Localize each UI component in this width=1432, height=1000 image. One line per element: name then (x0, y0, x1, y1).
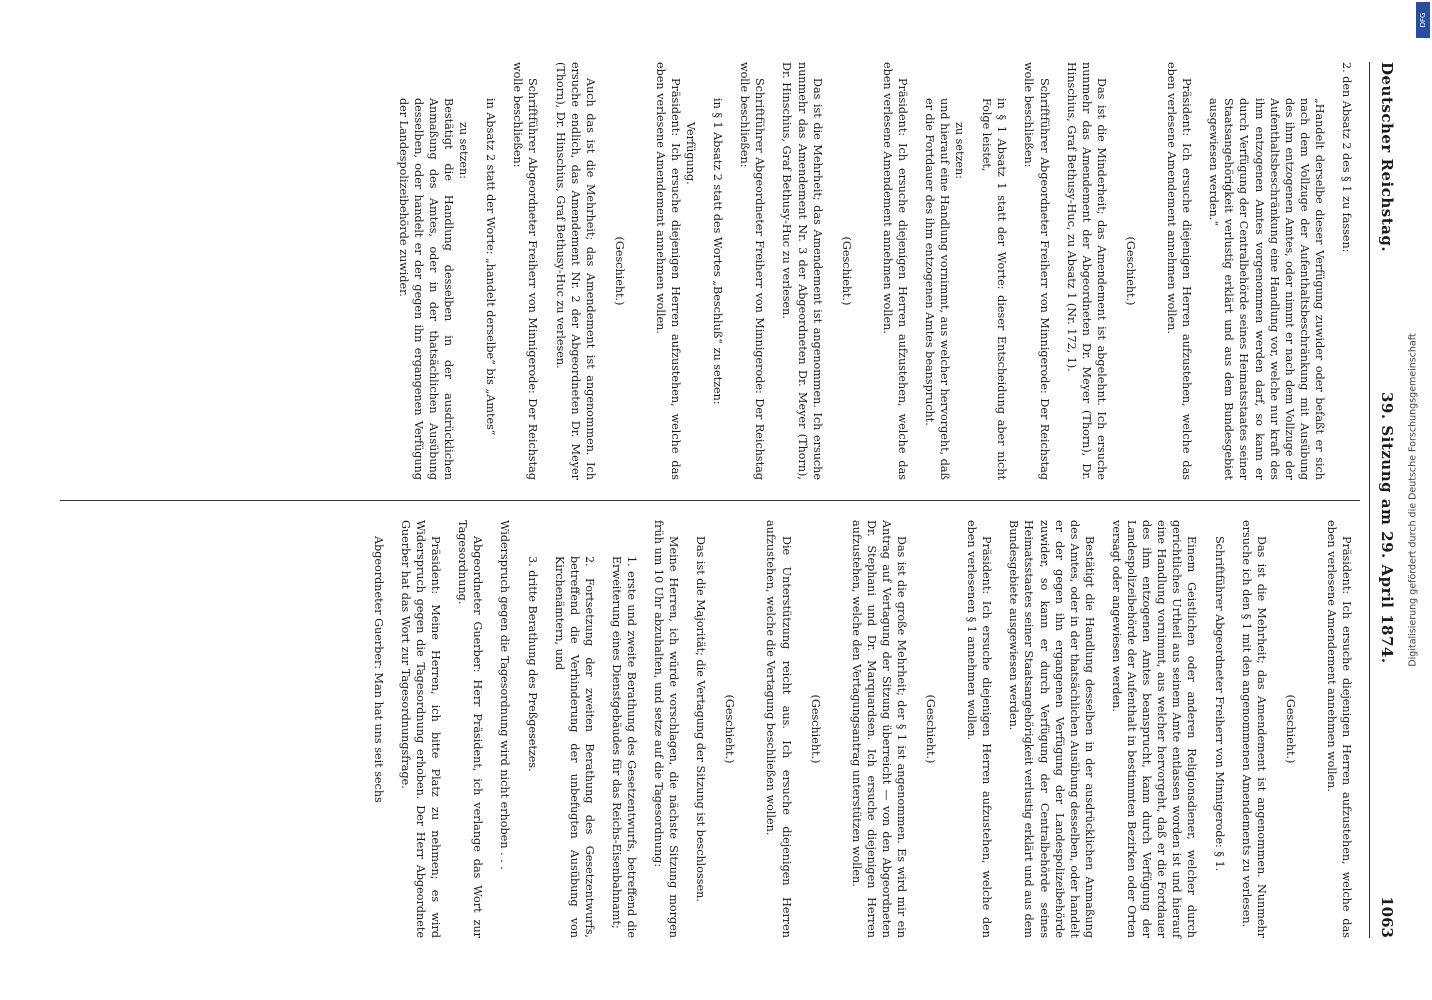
paragraph: und hierauf eine Handlung vornimmt, aus welcher hervorgeht, daß er die Fortdauer des ihm entzogenen Amtes beansprucht. (923, 98, 952, 480)
paragraph: Präsident: Ich ersuche diejenigen Herren aufzustehen, welche das eben verlesene Amendement annehmen wollen. (1324, 520, 1353, 938)
paragraph: Das ist die Mehrheit; das Amendement ist angenommen. Nunmehr ersuche ich den § 1 mit den angenommenen Amendements zu verlesen. (1239, 520, 1268, 938)
paragraph: (Geschieht.) (1123, 236, 1137, 306)
paragraph: (Geschieht.) (723, 694, 737, 764)
paragraph: Das ist die große Mehrheit; der § 1 ist angenommen. Es wird mir ein Antrag auf Vertagung der Sitzung überreicht — von den Abgeordneten Dr. Stephani und Dr. Marquardsen. Ich ersuche diejenigen Herren aufzustehen, welche den Vertagungsantrag unterstützen wollen. (849, 520, 909, 938)
dfg-logo-text: DFG (1419, 12, 1427, 28)
paragraph: Das ist die Majorität; die Vertagung der Sitzung ist beschlossen. (694, 536, 708, 902)
paragraph: „Handelt derselbe dieser Verfügung zuwider oder befaßt er sich nach dem Vollzuge der Aufenthaltsbeschränkung mit Ausübung des ihm entzogenen Amtes, oder nimmt er nach dem Vollzuge der Aufenthaltsbeschränkung eine Handlung vor, welche nur kraft des ihm entzogenen Amtes vorgenommen werden darf, so kann er durch Verfügung der Centralbehörde seines Heimatsstaates seiner Staatsangehörigkeit verlustig erklärt und aus dem Bundesgebiet ausgewiesen werden.“ (1207, 98, 1326, 480)
digitization-credit (1398, 0, 1428, 1000)
paragraph: 3. dritte Berathung des Preßgesetzes. (525, 556, 539, 772)
paragraph: (Geschieht.) (924, 694, 938, 764)
paragraph: 1. erste und zweite Berathung des Gesetzentwurfs, betreffend die Erweiterung eines Dienstgebäudes für das Reichs-Eisenbahnamt; (609, 556, 638, 938)
paragraph: Widerspruch gegen die Tagesordnung wird nicht erhoben . . . (498, 520, 512, 870)
paragraph: zu setzen: (953, 122, 967, 180)
paragraph: Präsident: Ich ersuche diejenigen Herren aufzustehen, welche das eben verlesene Amendement annehmen wollen. (653, 62, 682, 480)
paragraph: Schriftführer Abgeordneter Freiherr von Minnigerode: Der Reichstag wolle beschließen: (1022, 62, 1051, 480)
dfg-logo (1416, 2, 1430, 38)
paragraph: Das ist die Mehrheit; das Amendement ist angenommen. Ich ersuche nunmehr das Amendement Nr. 3 der Abgeordneten Dr. Meyer (Thorn), Dr. Hinschius, Graf Bethusy-Huc zu verlesen. (780, 62, 824, 480)
paragraph: (Geschieht.) (1283, 694, 1297, 764)
paragraph: Auch das ist die Mehrheit; das Amendement ist angenommen. Ich ersuche endlich, das Amendement Nr. 2 der Abgeordneten Dr. Meyer (Thorn), Dr. Hinschius, Graf Bethusy-Huc zu verlesen. (553, 62, 597, 480)
paragraph: Abgeordneter Guerber: Man hat uns seit sechs (371, 536, 385, 803)
paragraph: Bestätigt die Handlung desselben in der ausdrücklichen Anmaßung des Amtes, oder in der thatsächlichen Ausübung desselben, oder handelt er der gegen ihn ergangenen Verfügung der Landespolizeibehörde zuwider. (396, 98, 456, 480)
paragraph: Das ist die Minderheit; das Amendement ist abgelehnt. Ich ersuche nunmehr das Amendement der Abgeordneten Dr. Meyer (Thorn), Dr. Hinschius, Graf Bethusy-Huc, zu Absatz 1 (Nr. 172, 1). (1064, 62, 1108, 480)
paragraph: Meine Herren, ich würde vorschlagen, die nächste Sitzung morgen früh um 10 Uhr abzuhalten, und setze auf die Tagesordnung: (652, 520, 681, 938)
paragraph: Bestätigt die Handlung desselben in der ausdrücklichen Anmaßung des Amtes, oder in der thatsächlichen Ausübung desselben, oder handelt er der gegen ihn ergangenen Verfügung der Landespolizeibehörde zuwider, so kann er durch Verfügung der Centralbehörde seines Heimatsstaates seiner Staatsangehörigkeit verlustig erklärt und aus dem Bundesgebiete ausgewiesen werden. (1007, 520, 1096, 938)
paragraph: 2. den Absatz 2 des § 1 zu fassen: (1340, 62, 1353, 253)
paragraph: Einem Geistlichen oder anderen Religionsdiener, welcher durch gerichtliches Urtheil aus seinem Amte entlassen worden ist und hierauf eine Handlung vornimmt, aus welcher hervorgeht, daß er die Fortdauer des ihm entzogenen Amtes beansprucht, kann durch Verfügung der Landespolizeibehörde der Aufenthalt in bestimmten Bezirken oder Orten versagt oder angewiesen werden. (1109, 520, 1199, 938)
paragraph: (Geschieht.) (839, 236, 853, 306)
paragraph: Schriftführer Abgeordneter Freiherr von Minnigerode: § 1. (1212, 536, 1226, 872)
paragraph: Die Unterstützung reicht aus. Ich ersuche diejenigen Herren aufzustehen, welche die Vertagung beschließen wollen. (764, 520, 793, 938)
paragraph: in § 1 Absatz 2 statt des Wortes „Beschluß“ zu setzen: (711, 98, 725, 405)
paragraph: (Geschieht.) (808, 694, 822, 764)
header-session: 39. Sitzung am 29. April 1874. (1378, 392, 1396, 664)
paragraph: 2. Fortsetzung der zweiten Berathung des Gesetzentwurfs, betreffend die Verhinderung der unbefugten Ausübung von Kirchenämtern, und (552, 556, 596, 938)
credit-text: Digitalisierung gefördert durch die Deutsche Forschungsgemeinschaft (1407, 333, 1419, 667)
paragraph: Präsident: Ich ersuche diejenigen Herren aufzustehen, welche das eben verlesene Amendement annehmen wollen. (880, 62, 909, 480)
column-divider (60, 500, 1360, 501)
paragraph: Schriftführer Abgeordneter Freiherr von Minnigerode: Der Reichstag wolle beschließen: (511, 62, 540, 480)
page-number: 1063 (1378, 896, 1396, 938)
paragraph: Präsident: Meine Herren, ich bitte Platz zu nehmen; es wird Widerspruch gegen die Tagesordnung erhoben. Der Herr Abgeordnete Guerber hat das Wort zur Tagesordnungsfrage. (398, 520, 443, 938)
paragraph: Abgeordneter Guerber: Herr Präsident, ich verlange das Wort zur Tagesordnung. (456, 520, 485, 938)
paragraph: zu setzen: (457, 122, 471, 180)
header-publication: Deutscher Reichstag. (1378, 62, 1396, 253)
paragraph: in Absatz 2 statt der Worte: „handelt derselbe“ bis „Amtes“ (484, 98, 498, 436)
paragraph: in § 1 Absatz 1 statt der Worte: dieser Entscheidung aber nicht Folge leistet, (980, 98, 1009, 480)
right-column (359, 520, 1354, 938)
paragraph: Verfügung. (684, 122, 698, 185)
left-column (384, 62, 1354, 480)
paragraph: Präsident: Ich ersuche diejenigen Herren aufzustehen, welche den eben verlesenen § 1 annehmen wollen. (965, 520, 994, 938)
header-rule (1369, 62, 1370, 938)
paragraph: Schriftführer Abgeordneter Freiherr von Minnigerode: Der Reichstag wolle beschließen: (738, 62, 767, 480)
paragraph: Präsident: Ich ersuche diejenigen Herren aufzustehen, welche das eben verlesene Amendement annehmen wollen. (1165, 62, 1194, 480)
paragraph: (Geschieht.) (612, 236, 626, 306)
